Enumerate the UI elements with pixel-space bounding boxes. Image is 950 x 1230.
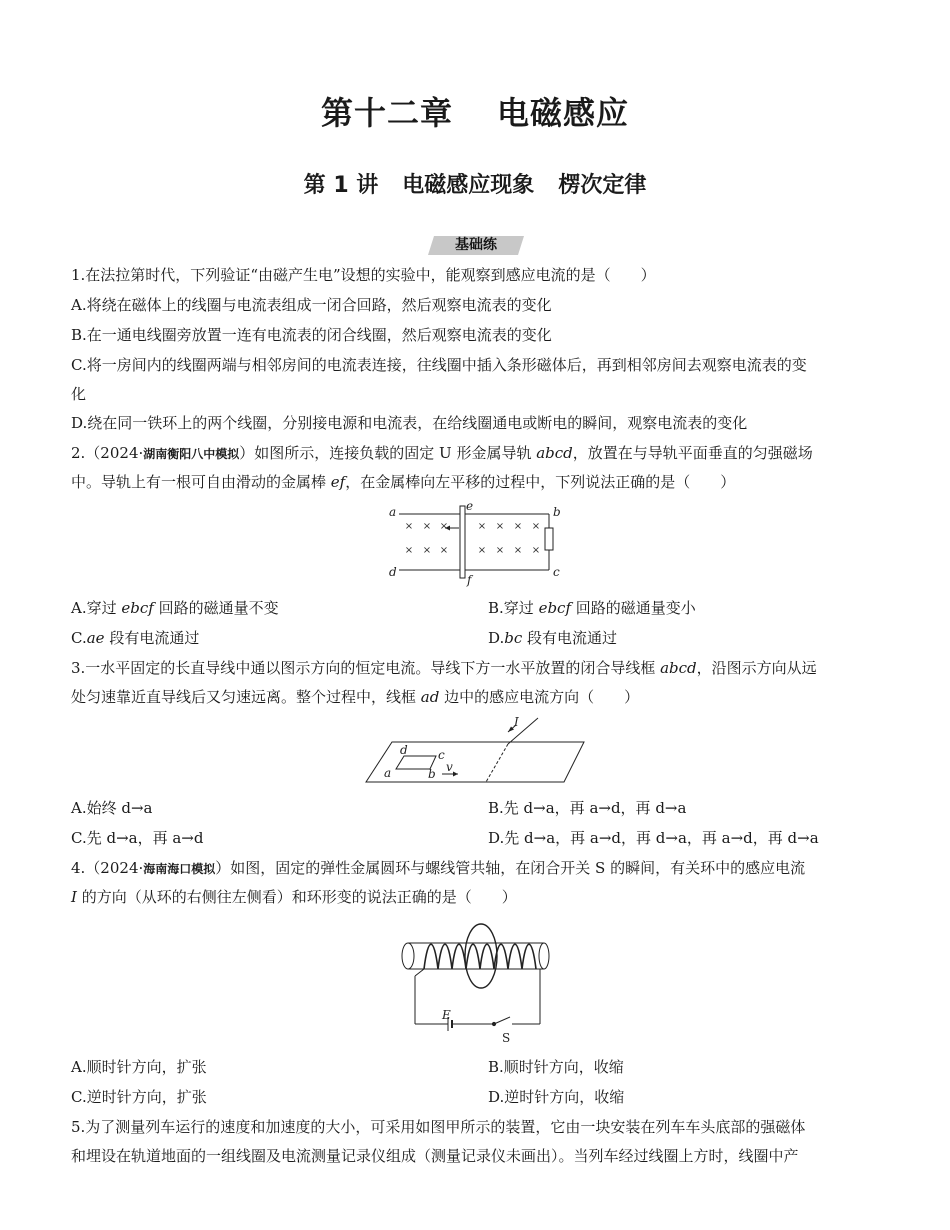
q3-text: 3.一水平固定的长直导线中通以图示方向的恒定电流。导线下方一水平放置的闭合导线框 (71, 659, 661, 677)
q2-d-text: D. (488, 629, 505, 647)
q2-c-text: 段有电流通过 (104, 629, 200, 647)
solenoid-right-end (539, 943, 549, 969)
wire-hidden (486, 744, 508, 782)
label-c: c (553, 565, 560, 579)
q2-c-var: ae (86, 629, 105, 647)
q2-b-var: ebcf (538, 599, 571, 617)
lecture-topic-2: 楞次定律 (558, 173, 647, 198)
label-a: a (384, 766, 392, 780)
magnetic-field-crosses (405, 521, 540, 556)
q2-c-text: C. (71, 629, 87, 647)
q2-a-text: 回路的磁通量不变 (153, 599, 279, 617)
q4-stem-line1 (71, 858, 805, 879)
label-d: d (400, 743, 408, 757)
q4-option-c: C.逆时针方向，扩张 (71, 1088, 207, 1106)
q2-b-text: 回路的磁通量变小 (571, 599, 696, 617)
q2-d-var: bc (504, 629, 523, 647)
q1-option-d: D.绕在同一铁环上的两个线圈，分别接电源和电流表，在给线圈通电或断电的瞬间，观察电流表的变化 (71, 414, 748, 432)
q4-number: 4.（2024· (71, 859, 144, 877)
q2-a-text: A.穿过 (71, 599, 122, 617)
label-f: f (467, 573, 472, 587)
field-cross: × (531, 545, 541, 556)
q3-text: 处匀速靠近直导线后又匀速远离。整个过程中，线框 (71, 688, 421, 706)
q2-figure-rail-circuit (385, 500, 565, 588)
q5-stem-line1: 5.为了测量列车运行的速度和加速度的大小，可采用如图甲所示的装置，它由一块安装在列车车头底部的强磁体 (71, 1118, 806, 1136)
label-c: c (438, 748, 445, 762)
metal-rod-ef (460, 506, 465, 578)
wire-upper (508, 718, 538, 744)
q2-option-a (71, 598, 279, 618)
field-cross: × (477, 545, 487, 556)
label-b: b (428, 767, 436, 781)
field-cross: × (422, 545, 432, 556)
q4-source: 海南海口模拟 (143, 862, 216, 876)
chapter-number: 第十二章 (320, 94, 453, 132)
lecture-topic-1: 电磁感应现象 (402, 173, 535, 198)
q4-text: 的方向（从环的右侧往左侧看）和环形变的说法正确的是（ ） (76, 888, 517, 906)
label-a: a (389, 505, 397, 519)
chapter-name: 电磁感应 (497, 94, 630, 132)
q3-option-a: A.始终 d→a (71, 799, 153, 817)
q2-d-text: 段有电流通过 (522, 629, 618, 647)
label-v: v (446, 760, 453, 774)
q1-option-a: A.将绕在磁体上的线圈与电流表组成一闭合回路，然后观察电流表的变化 (71, 296, 552, 314)
lecture-number: 第 1 讲 (303, 173, 379, 198)
q2-option-c (71, 628, 199, 648)
q3-stem-line1 (71, 658, 817, 678)
load-resistor (545, 528, 553, 550)
q1-option-c: C.将一房间内的线圈两端与相邻房间的电流表连接，往线圈中插入条形磁体后，再到相邻房间去观察电流表的变 (71, 356, 807, 374)
q2-text: ）如图所示，连接负载的固定 U 形金属导轨 (239, 444, 537, 462)
field-cross: × (513, 545, 523, 556)
velocity-arrow-head (453, 772, 458, 777)
q5-stem-line2: 和埋设在轨道地面的一组线圈及电流测量记录仪组成（测量记录仪未画出）。当列车经过线圈上方时，线圈中产 (71, 1147, 799, 1165)
q3-figure-wire-and-loop (362, 712, 590, 788)
q3-var: abcd (660, 659, 697, 677)
field-cross: × (531, 521, 541, 532)
solenoid-left-end (402, 943, 414, 969)
q2-text: ，在金属棒向左平移的过程中，下列说法正确的是（ ） (345, 473, 736, 491)
q4-text: ）如图，固定的弹性金属圆环与螺线管共轴，在闭合开关 S 的瞬间，有关环中的感应电流 (215, 859, 806, 877)
field-cross: × (439, 521, 449, 532)
q1-stem: 1.在法拉第时代，下列验证“由磁产生电”设想的实验中，能观察到感应电流的是（ ） (71, 266, 656, 284)
q4-figure-solenoid-ring (396, 916, 556, 1044)
q3-option-d: D.先 d→a，再 a→d，再 d→a，再 a→d，再 d→a (488, 829, 819, 847)
label-switch-s: S (502, 1031, 511, 1044)
q4-option-b: B.顺时针方向，收缩 (488, 1058, 624, 1076)
q2-b-text: B.穿过 (488, 599, 539, 617)
q3-option-b: B.先 d→a，再 a→d，再 d→a (488, 799, 687, 817)
section-badge-label: 基础练 (455, 237, 497, 253)
q3-var: ad (420, 688, 440, 706)
q2-number: 2.（2024· (71, 444, 144, 462)
q4-option-a: A.顺时针方向，扩张 (71, 1058, 207, 1076)
q2-var: ef (330, 473, 346, 491)
q3-stem-line2 (71, 687, 639, 707)
solenoid-coil-winding (424, 944, 536, 969)
field-cross: × (495, 545, 505, 556)
label-e: e (466, 500, 474, 513)
label-b: b (553, 505, 561, 519)
label-current-i: I (514, 715, 519, 729)
field-cross: × (404, 521, 414, 532)
q3-text: 边中的感应电流方向（ ） (439, 688, 640, 706)
field-cross: × (422, 521, 432, 532)
q2-option-b (488, 598, 696, 618)
label-battery-e: E (442, 1008, 451, 1022)
label-d: d (389, 565, 397, 579)
q2-source: 湖南衡阳八中模拟 (143, 447, 240, 461)
q2-option-d (488, 628, 617, 648)
field-cross: × (495, 521, 505, 532)
q2-stem-line1 (71, 443, 813, 464)
q4-var: I (71, 888, 77, 906)
q4-stem-line2 (71, 887, 517, 907)
horizontal-plane (366, 742, 584, 782)
switch-s-open (494, 1017, 510, 1024)
lead-left (415, 969, 424, 976)
q2-stem-line2 (71, 472, 735, 492)
q2-text: 中。导轨上有一根可自由滑动的金属棒 (71, 473, 331, 491)
lecture-title (0, 168, 950, 199)
field-cross: × (439, 545, 449, 556)
field-cross: × (477, 521, 487, 532)
q2-var: abcd (536, 444, 573, 462)
section-badge (428, 236, 524, 255)
q3-text: ，沿图示方向从远 (696, 659, 817, 677)
q4-option-d: D.逆时针方向，收缩 (488, 1088, 625, 1106)
field-cross: × (404, 545, 414, 556)
q1-option-c-cont: 化 (71, 385, 87, 403)
q1-option-b: B.在一通电线圈旁放置一连有电流表的闭合线圈，然后观察电流表的变化 (71, 326, 552, 344)
q3-option-c: C.先 d→a，再 a→d (71, 829, 204, 847)
chapter-title (0, 88, 950, 134)
q2-a-var: ebcf (121, 599, 154, 617)
q2-text: ，放置在与导轨平面垂直的匀强磁场 (572, 444, 813, 462)
field-cross: × (513, 521, 523, 532)
